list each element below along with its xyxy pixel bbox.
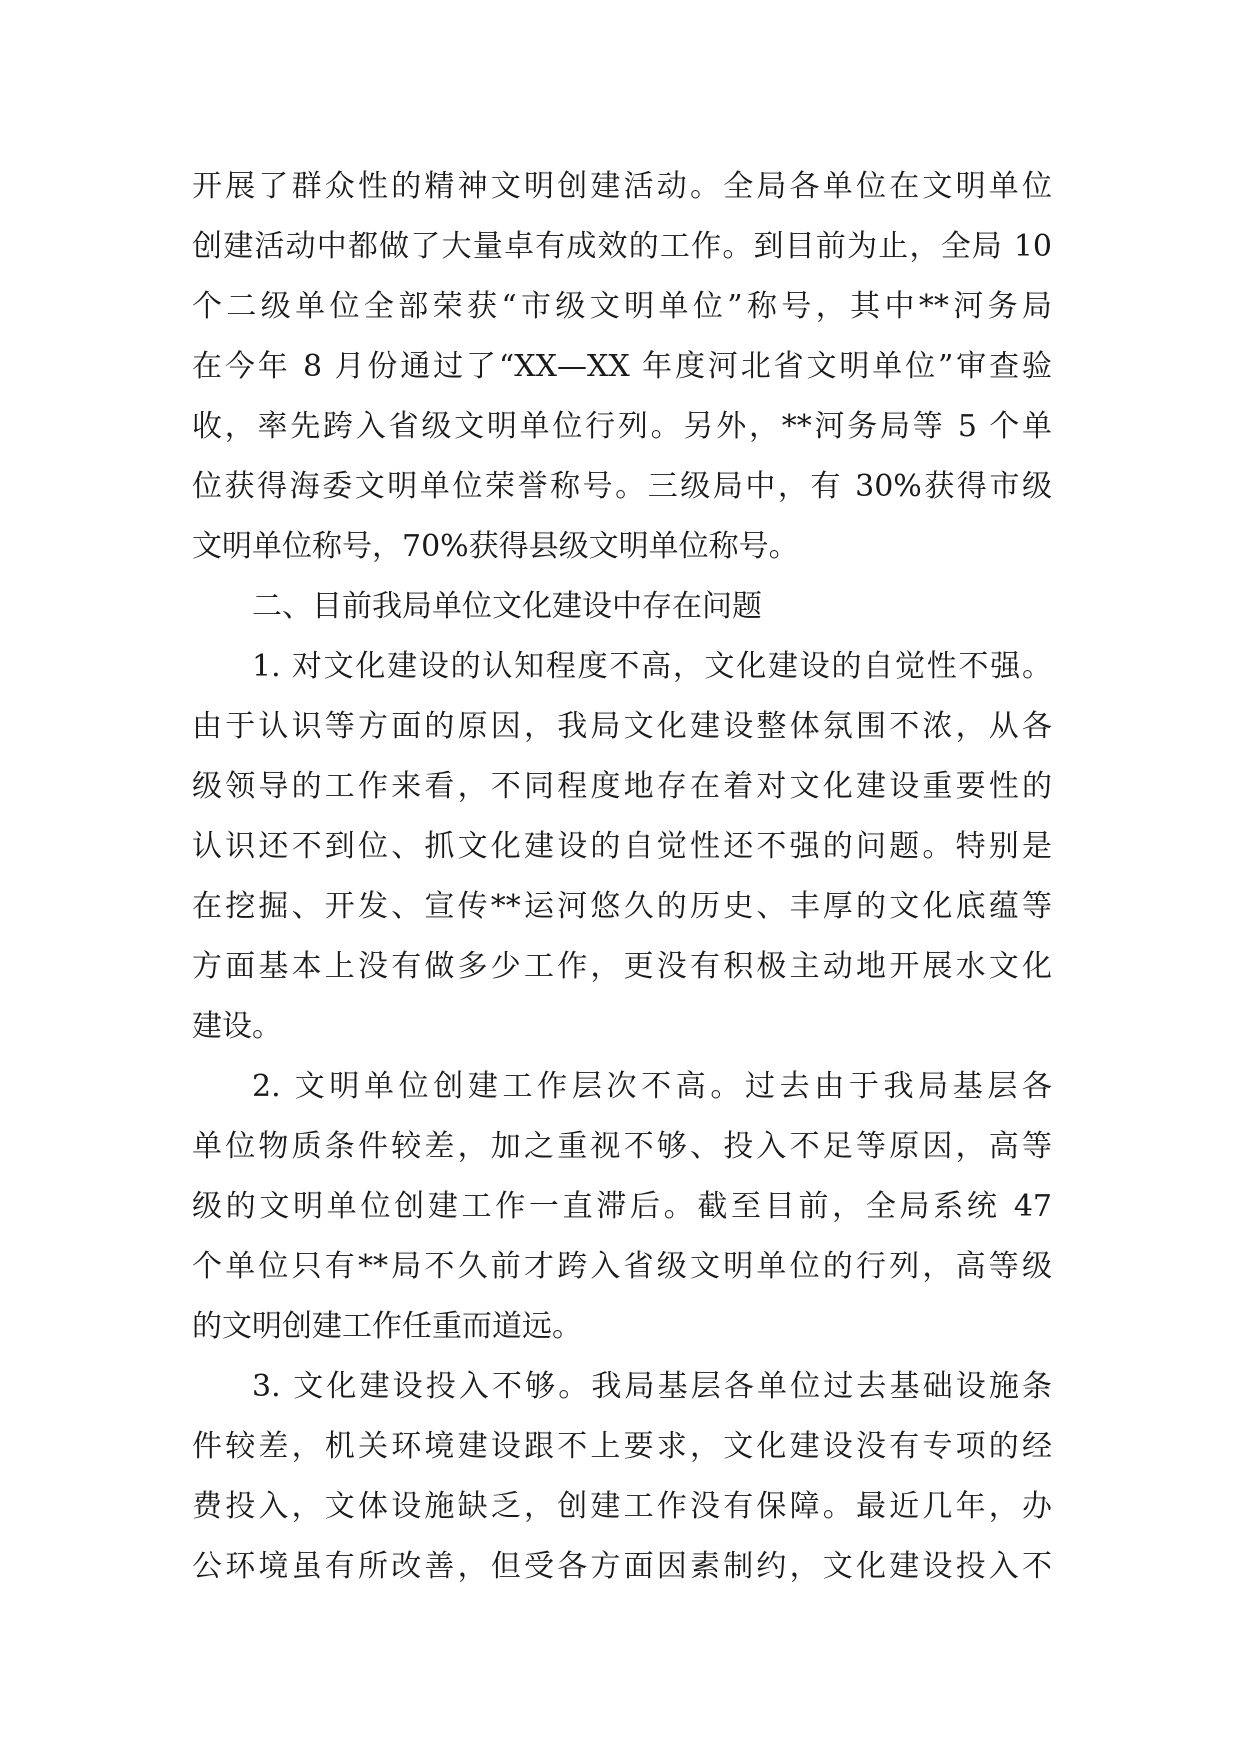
text-line: 费投入，文体设施缺乏，创建工作没有保障。最近几年，办 bbox=[192, 1489, 1052, 1524]
text-line: 2. 文明单位创建工作层次不高。过去由于我局基层各 bbox=[252, 1069, 1052, 1104]
text-line: 在今年 8 月份通过了“XX—XX 年度河北省文明单位”审查验 bbox=[192, 349, 1052, 384]
text-line: 级领导的工作来看，不同程度地存在着对文化建设重要性的 bbox=[192, 769, 1052, 804]
text-line: 位获得海委文明单位荣誉称号。三级局中，有 30%获得市级 bbox=[192, 469, 1052, 504]
text-line: 文明单位称号，70%获得县级文明单位称号。 bbox=[192, 529, 799, 564]
text-line: 由于认识等方面的原因，我局文化建设整体氛围不浓，从各 bbox=[192, 709, 1052, 744]
text-line: 收，率先跨入省级文明单位行列。另外，**河务局等 5 个单 bbox=[192, 409, 1052, 444]
text-line: 开展了群众性的精神文明创建活动。全局各单位在文明单位 bbox=[192, 169, 1052, 204]
text-line: 个单位只有**局不久前才跨入省级文明单位的行列，高等级 bbox=[192, 1249, 1052, 1284]
text-line: 创建活动中都做了大量卓有成效的工作。到目前为止，全局 10 bbox=[192, 229, 1052, 264]
text-line: 单位物质条件较差，加之重视不够、投入不足等原因，高等 bbox=[192, 1129, 1052, 1164]
body-text bbox=[192, 157, 1052, 1597]
text-line: 的文明创建工作任重而道远。 bbox=[192, 1309, 582, 1344]
section-heading: 二、目前我局单位文化建设中存在问题 bbox=[252, 589, 762, 624]
text-line: 建设。 bbox=[192, 1009, 282, 1044]
text-line: 公环境虽有所改善，但受各方面因素制约，文化建设投入不 bbox=[192, 1549, 1052, 1584]
text-line: 级的文明单位创建工作一直滞后。截至目前，全局系统 47 bbox=[192, 1189, 1052, 1224]
text-line: 件较差，机关环境建设跟不上要求，文化建设没有专项的经 bbox=[192, 1429, 1052, 1464]
text-line: 1. 对文化建设的认知程度不高，文化建设的自觉性不强。 bbox=[252, 649, 1052, 684]
text-line: 在挖掘、开发、宣传**运河悠久的历史、丰厚的文化底蕴等 bbox=[192, 889, 1052, 924]
text-line: 3. 文化建设投入不够。我局基层各单位过去基础设施条 bbox=[252, 1369, 1052, 1404]
text-line: 方面基本上没有做多少工作，更没有积极主动地开展水文化 bbox=[192, 949, 1052, 984]
text-line: 认识还不到位、抓文化建设的自觉性还不强的问题。特别是 bbox=[192, 829, 1052, 864]
text-line: 个二级单位全部荣获“市级文明单位”称号，其中**河务局 bbox=[192, 289, 1052, 324]
